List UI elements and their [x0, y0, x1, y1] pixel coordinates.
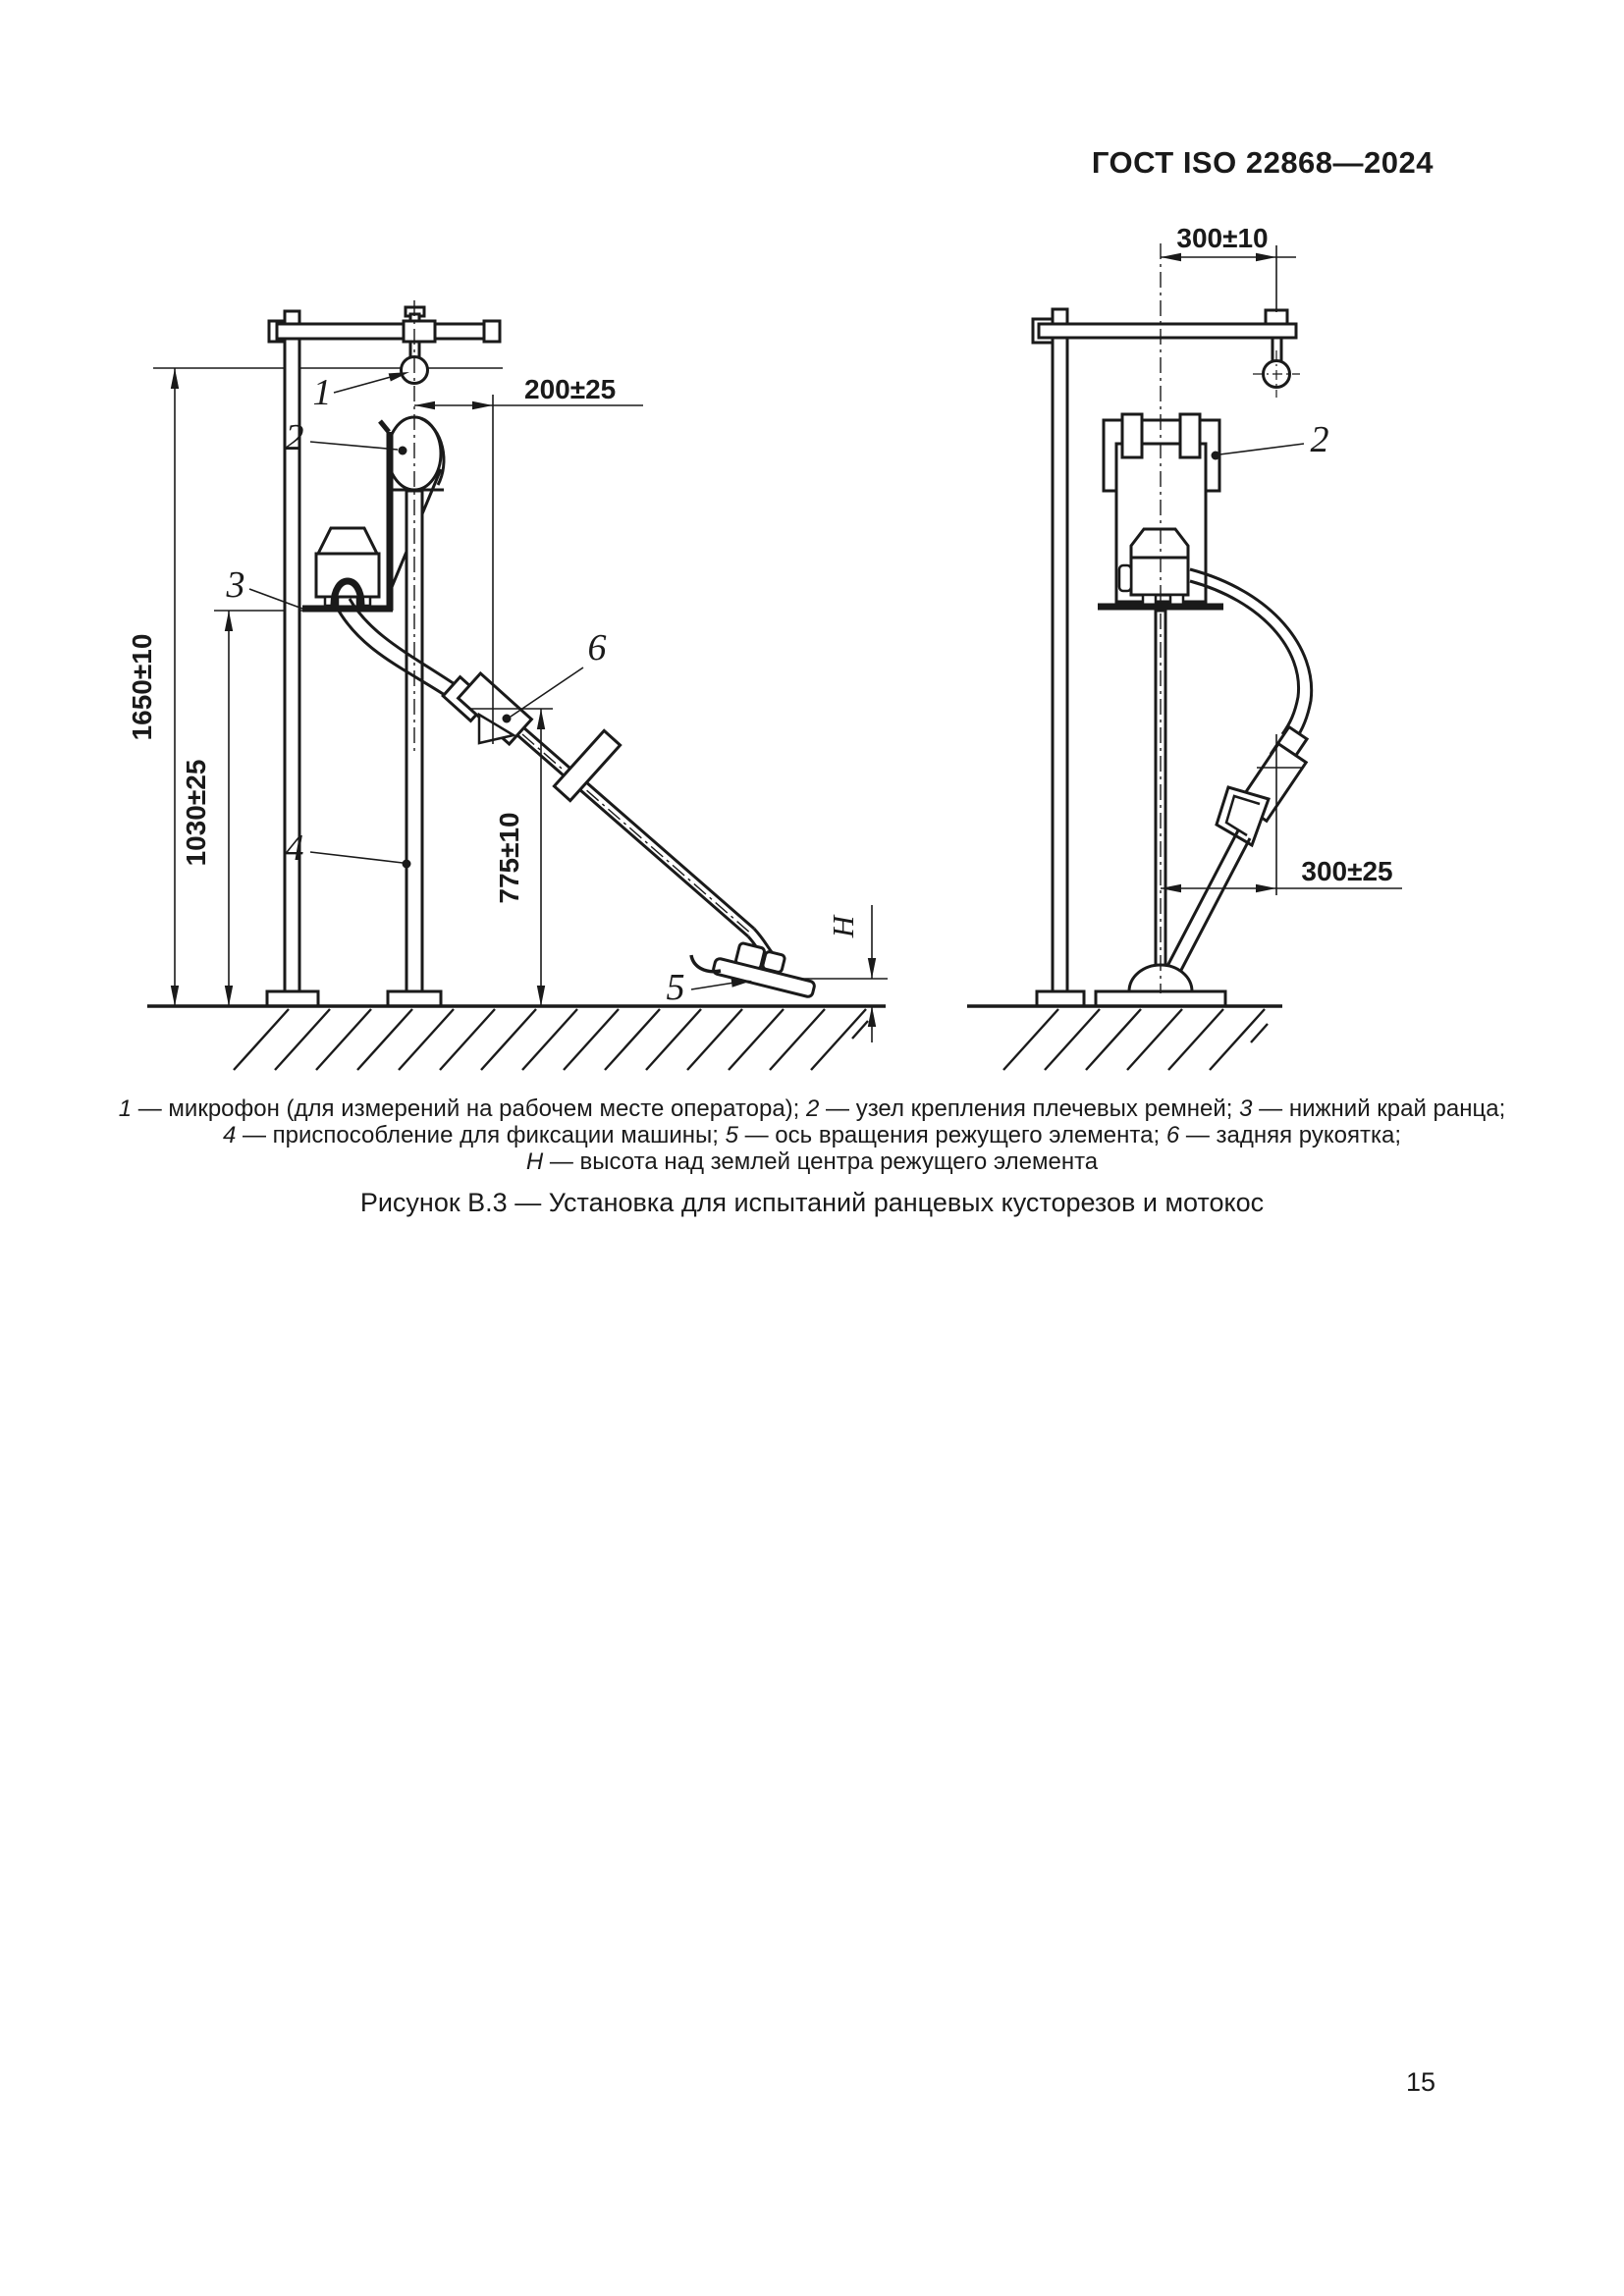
ground-left	[147, 1006, 886, 1070]
dim-microphone-offset: 300±10	[1176, 223, 1269, 253]
label-backpack-edge: 3	[226, 564, 245, 606]
backpack-unit	[302, 528, 393, 609]
dim-backpack-edge-height: 1030±25	[181, 759, 211, 867]
legend-line-3	[31, 1148, 1593, 1175]
dim-300-10	[1161, 223, 1296, 312]
handle-assembly-front	[1217, 727, 1307, 845]
figure-b3-diagram	[0, 196, 1624, 1099]
flexible-hose	[336, 599, 458, 697]
dim-shaft-offset: 300±25	[1301, 856, 1393, 886]
label-rear-handle: 6	[587, 627, 607, 668]
left-view	[127, 300, 888, 1070]
legend-line-2	[31, 1122, 1593, 1148]
angled-shaft	[1166, 830, 1250, 976]
legend-text-h: — высота над землей центра режущего элемента	[543, 1148, 1099, 1175]
legend-num-1: 1	[118, 1095, 133, 1122]
microphone-symbol-front	[1253, 350, 1300, 398]
legend-num-2: 2	[806, 1095, 820, 1122]
label-fixation-post: 4	[285, 828, 304, 869]
label-strap-mount: 2	[285, 417, 304, 458]
legend-num-h: H	[525, 1148, 544, 1175]
dim-1030	[181, 611, 233, 1006]
legend-text-1: — микрофон (для измерений на рабочем месте оператора);	[132, 1095, 806, 1122]
right-view-labels	[1212, 419, 1329, 460]
legend-num-5: 5	[725, 1122, 738, 1148]
dim-handle-height: 775±10	[494, 812, 524, 904]
legend-text-6: — задняя рукоятка;	[1179, 1122, 1402, 1148]
label-cutting-axis: 5	[666, 967, 685, 1008]
legend-text-3: — нижний край ранца;	[1252, 1095, 1506, 1122]
figure-legend	[31, 1095, 1593, 1175]
dim-total-height: 1650±10	[127, 633, 157, 741]
document-title: ГОСТ ISO 22868—2024	[1091, 145, 1434, 180]
dim-1650	[127, 368, 179, 1006]
legend-text-2: — узел крепления плечевых ремней;	[819, 1095, 1240, 1122]
legend-num-6: 6	[1165, 1122, 1180, 1148]
right-view	[967, 223, 1402, 1070]
figure-caption: Рисунок В.3 — Установка для испытаний ранцевых кусторезов и мотокос	[359, 1188, 1265, 1217]
legend-num-3: 3	[1239, 1095, 1253, 1122]
cutting-head	[691, 942, 815, 997]
dim-cutting-height: H	[826, 915, 860, 938]
legend-text-5: — ось вращения режущего элемента;	[737, 1122, 1166, 1148]
flexible-hose-front	[1190, 569, 1312, 740]
dim-h	[797, 905, 888, 1042]
legend-num-4: 4	[222, 1122, 237, 1148]
dim-handle-offset: 200±25	[524, 374, 617, 404]
label-microphone: 1	[312, 372, 332, 413]
page-number: 15	[1405, 2067, 1435, 2097]
legend-line-1	[31, 1095, 1593, 1122]
label-strap-mount-front: 2	[1310, 419, 1329, 460]
drive-shaft	[517, 727, 772, 959]
ground-right	[967, 1006, 1282, 1070]
legend-text-4: — приспособление для фиксации машины;	[236, 1122, 726, 1148]
